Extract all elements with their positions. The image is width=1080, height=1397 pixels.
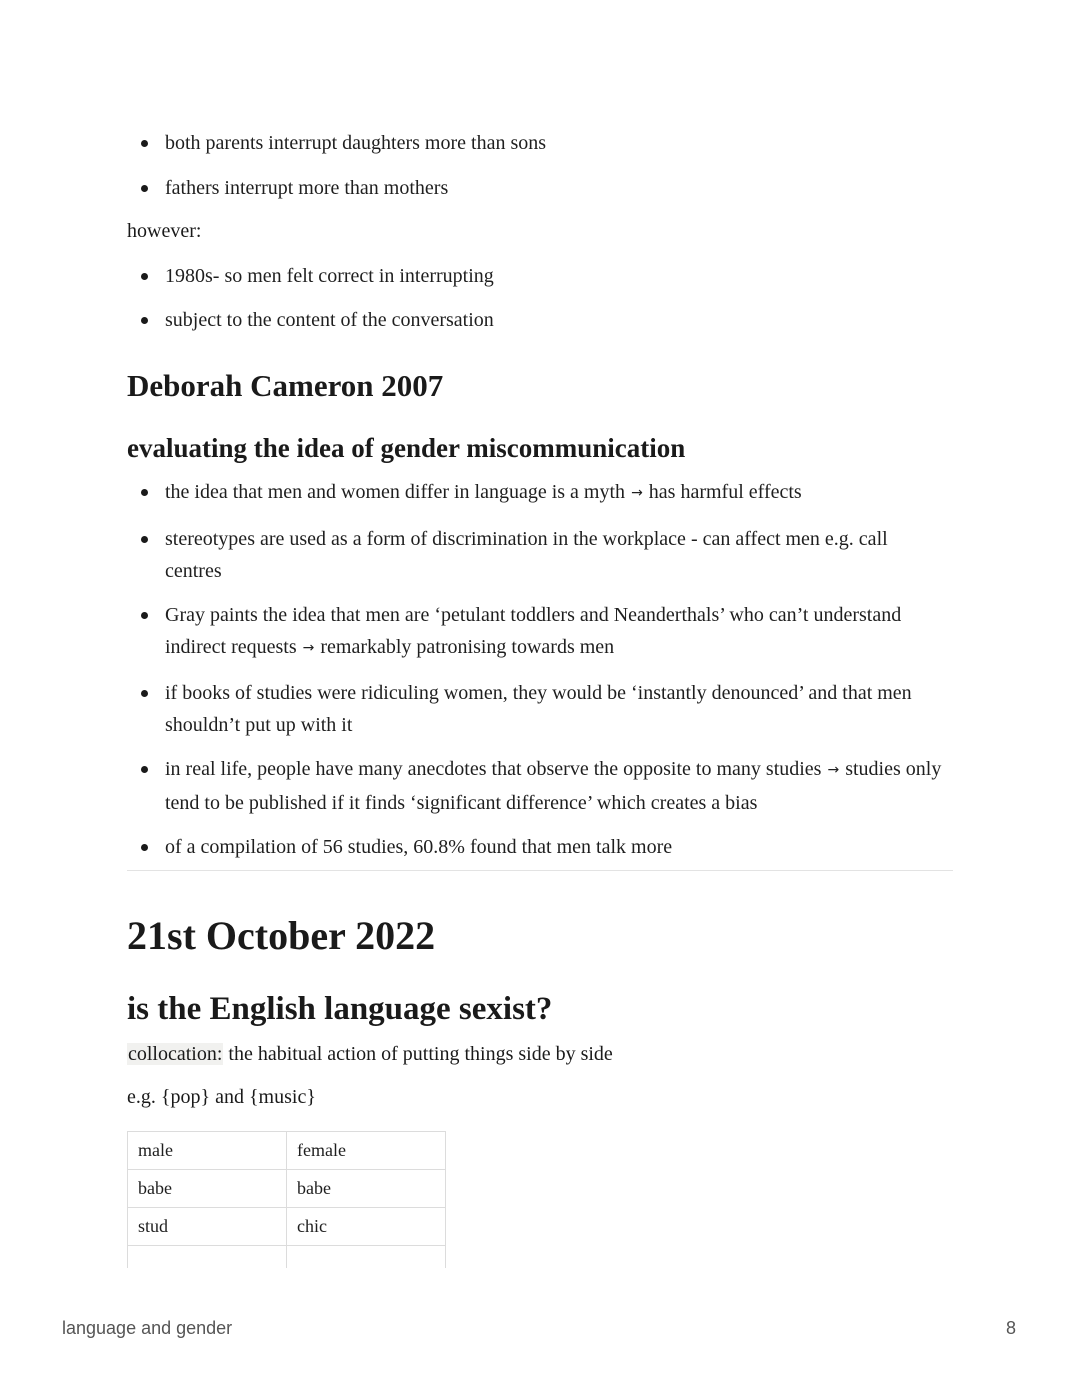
list-item-text: stereotypes are used as a form of discrimination in the workplace - can affect men e.g. call centres	[165, 528, 888, 582]
list-item-text: studies only tend to be published if it finds ‘significant difference’ which creates a bias	[165, 758, 942, 814]
list-item-text: remarkably patronising towards men	[320, 636, 615, 658]
table-cell: stud	[128, 1208, 287, 1246]
list-item	[127, 304, 953, 336]
collocation-definition-text: the habitual action of putting things side by side	[223, 1043, 613, 1065]
table-row	[128, 1208, 446, 1246]
table-cell: babe	[128, 1170, 287, 1208]
table-row	[128, 1170, 446, 1208]
cameron-list	[127, 476, 953, 863]
list-item	[127, 523, 953, 587]
arrow-icon: →	[302, 640, 315, 656]
table-cell	[287, 1246, 446, 1268]
list-item-text: subject to the content of the conversation	[165, 309, 494, 331]
page-number: 8	[1005, 1318, 1016, 1338]
list-item	[127, 599, 953, 665]
list-item-text: fathers interrupt more than mothers	[165, 177, 449, 199]
collocation-definition	[127, 1038, 613, 1070]
list-item	[127, 172, 953, 204]
list-item	[127, 127, 953, 159]
table-cell	[128, 1246, 287, 1268]
section-subheading: evaluating the idea of gender miscommunication	[127, 433, 686, 463]
section-divider	[127, 870, 953, 871]
however-list	[127, 260, 953, 336]
date-heading: 21st October 2022	[127, 913, 436, 958]
table-header-cell: female	[287, 1132, 446, 1170]
list-item-text: if books of studies were ridiculing women, they would be ‘instantly denounced’ and that men shouldn’t put up with it	[165, 682, 912, 736]
table-cell: chic	[287, 1208, 446, 1246]
collocation-table	[127, 1131, 446, 1268]
question-heading: is the English language sexist?	[127, 991, 553, 1027]
section-heading: Deborah Cameron 2007	[127, 368, 444, 403]
list-item-text: the idea that men and women differ in language is a myth	[165, 481, 626, 503]
footer-title: language and gender	[62, 1318, 233, 1338]
collocation-term: collocation:	[128, 1043, 223, 1065]
list-item-text: 1980s- so men felt correct in interrupting	[165, 265, 494, 287]
however-label: however:	[127, 220, 202, 242]
table-row	[128, 1246, 446, 1268]
list-item-text: of a compilation of 56 studies, 60.8% found that men talk more	[165, 836, 673, 858]
list-item-text: in real life, people have many anecdotes that observe the opposite to many studies	[165, 758, 822, 780]
list-item-text: has harmful effects	[648, 481, 802, 503]
list-item-text: Gray paints the idea that men are ‘petulant toddlers and Neanderthals’ who can’t understand indirect requests	[165, 604, 902, 658]
interruption-list	[127, 127, 953, 204]
table-cell: babe	[287, 1170, 446, 1208]
table-header-cell: male	[128, 1132, 287, 1170]
table-header-row	[128, 1132, 446, 1170]
list-item	[127, 831, 953, 863]
list-item	[127, 753, 953, 819]
collocation-example: e.g. {pop} and {music}	[127, 1086, 316, 1108]
list-item	[127, 260, 953, 292]
list-item	[127, 476, 953, 510]
arrow-icon: →	[631, 485, 643, 501]
list-item-text: both parents interrupt daughters more than sons	[165, 132, 547, 154]
arrow-icon: →	[827, 762, 840, 778]
list-item	[127, 677, 953, 741]
